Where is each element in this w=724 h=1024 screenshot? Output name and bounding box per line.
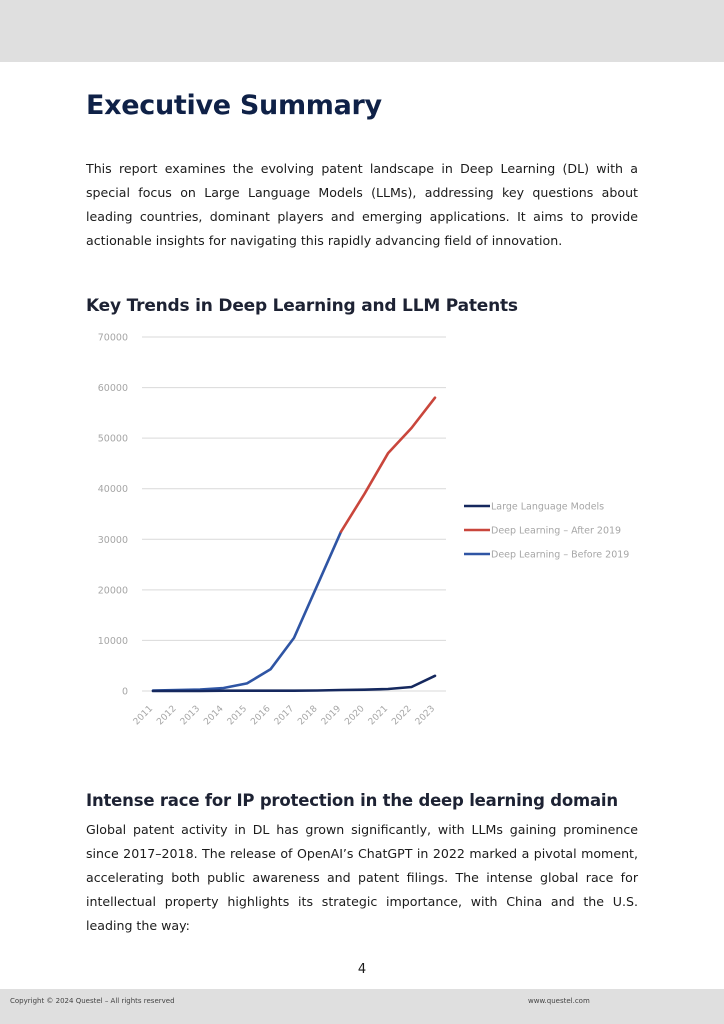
x-tick-label: 2021: [366, 704, 391, 728]
x-tick-label: 2016: [249, 704, 273, 728]
series-line: [341, 398, 435, 532]
y-tick-label: 60000: [97, 383, 128, 395]
section-paragraph: Global patent activity in DL has grown significantly, with LLMs gaining prominence since 2017–2018. The release of OpenAI’s ChatGPT in 2022 marked a pivotal moment, accelerating both public awareness and patent filings. The intense global race for intellectual property highlights its strategic importance, with China and the U.S. leading the way:: [86, 822, 638, 933]
x-tick-label: 2011: [131, 704, 156, 728]
x-tick-label: 2022: [390, 704, 414, 728]
chart-heading: Key Trends in Deep Learning and LLM Patents: [86, 296, 518, 316]
x-tick-label: 2019: [319, 704, 344, 728]
x-tick-label: 2014: [202, 704, 226, 728]
website-link[interactable]: www.questel.com: [528, 997, 590, 1005]
page-title: Executive Summary: [86, 90, 382, 121]
y-tick-label: 70000: [97, 332, 128, 344]
footer-band: [0, 989, 724, 1024]
x-tick-label: 2012: [155, 704, 179, 728]
x-tick-label: 2023: [413, 704, 438, 728]
x-tick-label: 2015: [225, 704, 250, 728]
section-heading: Intense race for IP protection in the deep learning domain: [86, 791, 618, 810]
legend-label: Deep Learning – Before 2019: [491, 549, 630, 561]
copyright-text: Copyright © 2024 Questel – All rights reserved: [10, 997, 175, 1005]
y-tick-label: 10000: [97, 635, 128, 647]
legend-label: Large Language Models: [491, 501, 605, 513]
intro-paragraph: This report examines the evolving patent landscape in Deep Learning (DL) with a special focus on Large Language Models (LLMs), addressing key questions about leading countries, dominant players and emerging applications. It aims to provide actionable insights for navigating this rapidly advancing field of innovation.: [86, 161, 638, 248]
y-tick-label: 0: [121, 686, 128, 698]
legend-label: Deep Learning – After 2019: [491, 525, 622, 537]
y-tick-label: 50000: [97, 433, 128, 445]
header-band: [0, 0, 724, 62]
y-tick-label: 30000: [97, 534, 128, 546]
x-tick-label: 2013: [178, 704, 203, 728]
x-tick-label: 2018: [296, 704, 320, 728]
page-number: 4: [357, 962, 367, 977]
x-tick-label: 2017: [272, 704, 297, 728]
y-tick-label: 40000: [97, 484, 128, 496]
x-tick-label: 2020: [343, 704, 367, 728]
y-tick-label: 20000: [97, 585, 128, 597]
series-line: [153, 532, 341, 691]
patent-trends-chart: [80, 325, 660, 755]
